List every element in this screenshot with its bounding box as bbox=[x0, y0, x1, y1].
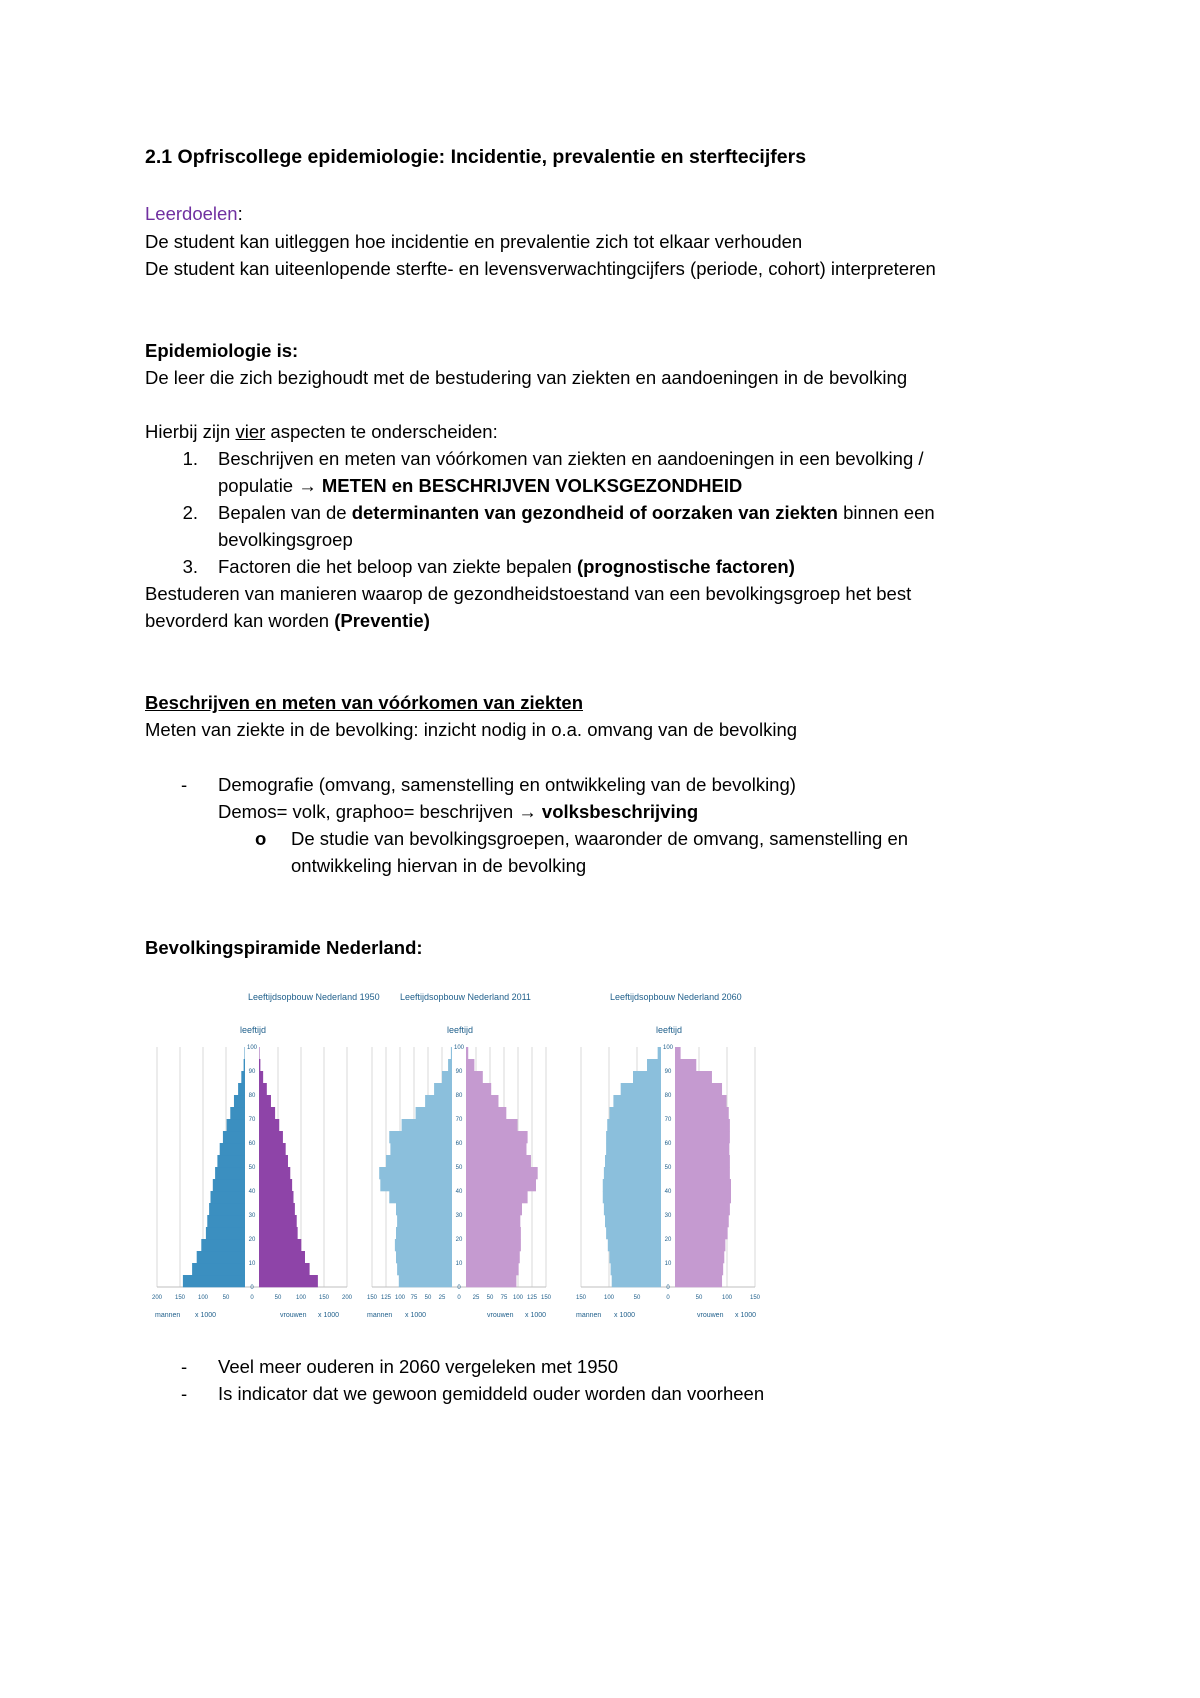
bar-women bbox=[259, 1071, 263, 1083]
list-item-text: Factoren die het beloop van ziekte bepalen bbox=[218, 556, 577, 577]
bar-men bbox=[613, 1095, 661, 1107]
sub-bullet: o bbox=[255, 828, 267, 849]
list-item-text: Bepalen van de bbox=[218, 502, 352, 523]
pyramid-2011 bbox=[367, 992, 552, 1319]
age-tick-label: 80 bbox=[455, 1093, 463, 1099]
age-tick-label: 60 bbox=[664, 1141, 672, 1147]
bar-men bbox=[380, 1179, 452, 1191]
epi-intro-underlined: vier bbox=[235, 421, 266, 442]
section2-heading: Beschrijven en meten van vóórkomen van ziekten bbox=[145, 692, 583, 713]
x-tick-label: 200 bbox=[341, 1295, 353, 1301]
bar-women bbox=[259, 1107, 275, 1119]
age-tick-label: 10 bbox=[455, 1261, 463, 1267]
bar-men bbox=[608, 1239, 661, 1251]
bar-men bbox=[223, 1131, 245, 1143]
chart-title: Leeftijdsopbouw Nederland 2060 bbox=[610, 992, 742, 1002]
x-tick-label: 0 bbox=[666, 1295, 670, 1301]
bar-women bbox=[466, 1083, 491, 1095]
age-tick-label: 70 bbox=[664, 1117, 672, 1123]
chart-right-unit: x 1000 bbox=[318, 1312, 340, 1319]
age-tick-label: 100 bbox=[246, 1045, 258, 1051]
x-tick-label: 50 bbox=[274, 1295, 282, 1301]
bar-women bbox=[259, 1143, 286, 1155]
leerdoel-item: De student kan uitleggen hoe incidentie en prevalentie zich tot elkaar verhouden bbox=[145, 231, 803, 252]
bar-men bbox=[604, 1167, 661, 1179]
age-tick-label: 0 bbox=[666, 1285, 670, 1291]
bar-men bbox=[609, 1251, 661, 1263]
list-number: 2. bbox=[182, 502, 198, 523]
demos-text: Demos= volk, graphoo= beschrijven → bbox=[218, 801, 542, 822]
age-tick-label: 50 bbox=[664, 1165, 672, 1171]
demos-bold: volksbeschrijving bbox=[541, 801, 699, 822]
x-tick-label: 50 bbox=[424, 1295, 432, 1301]
bar-women bbox=[675, 1215, 729, 1227]
list-item-line bbox=[218, 553, 795, 580]
leerdoel-item: De student kan uiteenlopende sterfte- en levensverwachtingcijfers (periode, cohort) interpreteren bbox=[145, 258, 936, 279]
leerdoelen-heading bbox=[145, 200, 243, 227]
epi-heading: Epidemiologie is: bbox=[145, 340, 299, 361]
bar-women bbox=[259, 1275, 318, 1287]
bar-men bbox=[201, 1239, 245, 1251]
bar-women bbox=[675, 1131, 730, 1143]
bar-men bbox=[206, 1227, 245, 1239]
age-tick-label: 0 bbox=[250, 1285, 254, 1291]
population-pyramids bbox=[0, 980, 1200, 1330]
bar-men bbox=[238, 1083, 245, 1095]
age-tick-label: 70 bbox=[248, 1117, 256, 1123]
bar-men bbox=[192, 1263, 245, 1275]
age-tick-label: 20 bbox=[248, 1237, 256, 1243]
epi-intro-post: aspecten te onderscheiden: bbox=[265, 421, 498, 442]
list-item-bold: determinanten van gezondheid of oorzaken van ziekten bbox=[351, 502, 838, 523]
bar-women bbox=[466, 1215, 520, 1227]
bar-women bbox=[675, 1071, 712, 1083]
bar-men bbox=[425, 1095, 452, 1107]
bar-men bbox=[442, 1071, 452, 1083]
bar-men bbox=[606, 1227, 661, 1239]
chart-left-unit: x 1000 bbox=[195, 1312, 217, 1319]
chart-axis-label: leeftijd bbox=[447, 1025, 474, 1035]
list-item-bold: METEN en BESCHRIJVEN VOLKSGEZONDHEID bbox=[321, 475, 743, 496]
x-tick-label: 125 bbox=[380, 1295, 392, 1301]
chart-axis-label: leeftijd bbox=[656, 1025, 683, 1035]
chart-right-label: vrouwen bbox=[697, 1312, 724, 1319]
bar-women bbox=[466, 1095, 498, 1107]
pyramid-bullet: Veel meer ouderen in 2060 vergeleken met 1950 bbox=[218, 1356, 619, 1377]
chart-title: Leeftijdsopbouw Nederland 2011 bbox=[400, 992, 531, 1002]
bar-women bbox=[675, 1275, 722, 1287]
bar-men bbox=[396, 1227, 452, 1239]
pyramid-heading: Bevolkingspiramide Nederland: bbox=[145, 937, 423, 958]
bar-men bbox=[434, 1083, 452, 1095]
bar-men bbox=[207, 1215, 245, 1227]
dash-bullet: - bbox=[181, 1383, 188, 1404]
bar-men bbox=[215, 1167, 245, 1179]
bar-men bbox=[633, 1071, 661, 1083]
leerdoelen-colon: : bbox=[237, 203, 243, 224]
bar-men bbox=[647, 1059, 661, 1071]
pyramid-2060 bbox=[576, 992, 761, 1319]
chart-title: Leeftijdsopbouw Nederland 1950 bbox=[248, 992, 380, 1002]
bar-men bbox=[395, 1239, 452, 1251]
bar-men bbox=[227, 1119, 245, 1131]
bar-women bbox=[466, 1203, 522, 1215]
bar-men bbox=[603, 1191, 661, 1203]
list-item-bold: (prognostische factoren) bbox=[576, 556, 795, 577]
x-tick-label: 0 bbox=[250, 1295, 254, 1301]
list-number: 1. bbox=[182, 448, 198, 469]
page-title: 2.1 Opfriscollege epidemiologie: Incidentie, prevalentie en sterftecijfers bbox=[145, 146, 807, 168]
bar-men bbox=[658, 1047, 661, 1059]
bar-women bbox=[675, 1047, 681, 1059]
bar-women bbox=[466, 1179, 536, 1191]
bar-men bbox=[390, 1143, 452, 1155]
age-tick-label: 40 bbox=[664, 1189, 672, 1195]
bar-women bbox=[675, 1095, 727, 1107]
age-tick-label: 40 bbox=[248, 1189, 256, 1195]
bar-women bbox=[259, 1227, 298, 1239]
bar-women bbox=[259, 1179, 292, 1191]
bar-men bbox=[621, 1083, 661, 1095]
bar-men bbox=[230, 1107, 245, 1119]
bar-women bbox=[675, 1191, 731, 1203]
bar-men bbox=[451, 1047, 452, 1059]
chart-left-label: mannen bbox=[367, 1312, 393, 1319]
bar-men bbox=[379, 1167, 452, 1179]
age-tick-label: 20 bbox=[455, 1237, 463, 1243]
list-item-line bbox=[218, 472, 742, 499]
pyramid-1950 bbox=[152, 992, 380, 1319]
age-tick-label: 60 bbox=[248, 1141, 256, 1147]
list-item-line bbox=[218, 499, 935, 526]
age-tick-label: 0 bbox=[457, 1285, 461, 1291]
bar-women bbox=[675, 1239, 725, 1251]
chart-axis-label: leeftijd bbox=[240, 1025, 267, 1035]
age-tick-label: 20 bbox=[664, 1237, 672, 1243]
list-item-line: Beschrijven en meten van vóórkomen van ziekten en aandoeningen in een bevolking / bbox=[218, 448, 924, 469]
bar-women bbox=[466, 1131, 528, 1143]
epi-intro-pre: Hierbij zijn bbox=[145, 421, 236, 442]
bar-men bbox=[209, 1203, 245, 1215]
x-tick-label: 100 bbox=[512, 1295, 524, 1301]
bar-men bbox=[211, 1191, 246, 1203]
bar-women bbox=[675, 1083, 722, 1095]
bar-women bbox=[675, 1227, 728, 1239]
bar-women bbox=[259, 1155, 288, 1167]
bar-women bbox=[675, 1059, 696, 1071]
list-item-line: bevolkingsgroep bbox=[218, 529, 353, 550]
bar-women bbox=[259, 1167, 290, 1179]
x-tick-label: 150 bbox=[318, 1295, 330, 1301]
bar-women bbox=[466, 1263, 519, 1275]
age-tick-label: 10 bbox=[248, 1261, 256, 1267]
list-item-text: binnen een bbox=[837, 502, 935, 523]
demografie-line: Demografie (omvang, samenstelling en ontwikkeling van de bevolking) bbox=[218, 774, 796, 795]
bar-women bbox=[466, 1191, 528, 1203]
bar-women bbox=[259, 1059, 260, 1071]
bar-women bbox=[259, 1263, 310, 1275]
bar-women bbox=[259, 1095, 271, 1107]
bar-men bbox=[605, 1215, 661, 1227]
age-tick-label: 90 bbox=[664, 1069, 672, 1075]
bar-men bbox=[603, 1179, 661, 1191]
x-tick-label: 75 bbox=[500, 1295, 508, 1301]
bar-men bbox=[389, 1191, 452, 1203]
chart-left-label: mannen bbox=[576, 1312, 602, 1319]
bar-men bbox=[416, 1107, 452, 1119]
bar-women bbox=[259, 1131, 283, 1143]
section2-intro: Meten van ziekte in de bevolking: inzicht nodig in o.a. omvang van de bevolking bbox=[145, 719, 798, 740]
bar-women bbox=[259, 1119, 279, 1131]
chart-right-unit: x 1000 bbox=[525, 1312, 547, 1319]
bar-women bbox=[259, 1215, 297, 1227]
bar-men bbox=[396, 1251, 452, 1263]
age-tick-label: 50 bbox=[248, 1165, 256, 1171]
epi-intro bbox=[145, 418, 498, 445]
age-tick-label: 30 bbox=[455, 1213, 463, 1219]
x-tick-label: 150 bbox=[575, 1295, 587, 1301]
bar-women bbox=[466, 1143, 526, 1155]
x-tick-label: 50 bbox=[633, 1295, 641, 1301]
bar-men bbox=[244, 1059, 245, 1071]
bar-women bbox=[466, 1119, 518, 1131]
bar-women bbox=[675, 1107, 729, 1119]
bar-women bbox=[259, 1191, 294, 1203]
x-tick-label: 150 bbox=[540, 1295, 552, 1301]
bar-men bbox=[396, 1203, 452, 1215]
x-tick-label: 100 bbox=[721, 1295, 733, 1301]
bar-men bbox=[606, 1143, 661, 1155]
bar-women bbox=[675, 1251, 724, 1263]
bar-men bbox=[612, 1275, 661, 1287]
x-tick-label: 0 bbox=[457, 1295, 461, 1301]
bar-women bbox=[466, 1059, 474, 1071]
age-tick-label: 90 bbox=[248, 1069, 256, 1075]
bar-men bbox=[183, 1275, 245, 1287]
x-tick-label: 25 bbox=[472, 1295, 480, 1301]
bar-women bbox=[466, 1167, 538, 1179]
x-tick-label: 150 bbox=[174, 1295, 186, 1301]
bar-men bbox=[607, 1119, 661, 1131]
epi-extra-line bbox=[145, 607, 430, 634]
age-tick-label: 90 bbox=[455, 1069, 463, 1075]
bar-men bbox=[397, 1215, 452, 1227]
bar-men bbox=[399, 1275, 452, 1287]
age-tick-label: 30 bbox=[664, 1213, 672, 1219]
age-tick-label: 100 bbox=[453, 1045, 465, 1051]
bar-men bbox=[609, 1107, 661, 1119]
demos-line bbox=[218, 798, 698, 825]
sub-line: De studie van bevolkingsgroepen, waaronder de omvang, samenstelling en bbox=[291, 828, 909, 849]
x-tick-label: 150 bbox=[749, 1295, 761, 1301]
age-tick-label: 30 bbox=[248, 1213, 256, 1219]
pyramid-bullet: Is indicator dat we gewoon gemiddeld ouder worden dan voorheen bbox=[218, 1383, 765, 1404]
x-tick-label: 25 bbox=[438, 1295, 446, 1301]
bar-men bbox=[402, 1119, 452, 1131]
bar-women bbox=[466, 1071, 483, 1083]
bar-men bbox=[604, 1203, 661, 1215]
bar-women bbox=[675, 1203, 730, 1215]
age-tick-label: 10 bbox=[664, 1261, 672, 1267]
bar-women bbox=[259, 1203, 295, 1215]
age-tick-label: 70 bbox=[455, 1117, 463, 1123]
x-tick-label: 100 bbox=[295, 1295, 307, 1301]
age-tick-label: 80 bbox=[248, 1093, 256, 1099]
age-tick-label: 40 bbox=[455, 1189, 463, 1195]
bar-women bbox=[466, 1275, 516, 1287]
bar-women bbox=[675, 1179, 731, 1191]
x-tick-label: 100 bbox=[394, 1295, 406, 1301]
list-number: 3. bbox=[182, 556, 198, 577]
bar-men bbox=[389, 1131, 452, 1143]
list-item-text: populatie → bbox=[218, 475, 322, 496]
chart-right-label: vrouwen bbox=[280, 1312, 307, 1319]
epi-extra-line: Bestuderen van manieren waarop de gezondheidstoestand van een bevolkingsgroep het best bbox=[145, 583, 912, 604]
bar-men bbox=[234, 1095, 245, 1107]
bar-men bbox=[217, 1155, 245, 1167]
epi-extra-text: bevorderd kan worden bbox=[145, 610, 335, 631]
bar-women bbox=[675, 1143, 729, 1155]
bar-men bbox=[213, 1179, 245, 1191]
age-tick-label: 50 bbox=[455, 1165, 463, 1171]
x-tick-label: 100 bbox=[603, 1295, 615, 1301]
bar-women bbox=[675, 1155, 730, 1167]
bar-women bbox=[466, 1107, 506, 1119]
epi-definition: De leer die zich bezighoudt met de bestudering van ziekten en aandoeningen in de bevolking bbox=[145, 367, 908, 388]
x-tick-label: 200 bbox=[151, 1295, 163, 1301]
dash-bullet: - bbox=[181, 1356, 188, 1377]
bar-men bbox=[606, 1131, 661, 1143]
bar-men bbox=[605, 1155, 661, 1167]
bar-women bbox=[259, 1251, 305, 1263]
x-tick-label: 50 bbox=[222, 1295, 230, 1301]
bar-men bbox=[241, 1071, 245, 1083]
age-tick-label: 80 bbox=[664, 1093, 672, 1099]
bar-men bbox=[611, 1263, 661, 1275]
age-tick-label: 60 bbox=[455, 1141, 463, 1147]
bar-men bbox=[386, 1155, 452, 1167]
chart-right-unit: x 1000 bbox=[735, 1312, 757, 1319]
chart-left-unit: x 1000 bbox=[614, 1312, 636, 1319]
x-tick-label: 125 bbox=[526, 1295, 538, 1301]
chart-left-label: mannen bbox=[155, 1312, 181, 1319]
sub-line: ontwikkeling hiervan in de bevolking bbox=[291, 855, 587, 876]
bar-women bbox=[259, 1083, 267, 1095]
x-tick-label: 75 bbox=[410, 1295, 418, 1301]
bar-women bbox=[466, 1155, 531, 1167]
bar-women bbox=[466, 1047, 468, 1059]
bar-men bbox=[197, 1251, 245, 1263]
bar-women bbox=[259, 1239, 301, 1251]
bar-women bbox=[675, 1263, 723, 1275]
bar-men bbox=[397, 1263, 452, 1275]
chart-left-unit: x 1000 bbox=[405, 1312, 427, 1319]
bar-women bbox=[466, 1251, 520, 1263]
leerdoelen-label: Leerdoelen bbox=[145, 203, 238, 224]
x-tick-label: 50 bbox=[486, 1295, 494, 1301]
bar-men bbox=[448, 1059, 452, 1071]
age-tick-label: 100 bbox=[662, 1045, 674, 1051]
epi-extra-bold: (Preventie) bbox=[334, 610, 430, 631]
bar-women bbox=[675, 1119, 730, 1131]
chart-right-label: vrouwen bbox=[487, 1312, 514, 1319]
x-tick-label: 100 bbox=[197, 1295, 209, 1301]
x-tick-label: 150 bbox=[366, 1295, 378, 1301]
dash-bullet: - bbox=[181, 774, 188, 795]
bar-women bbox=[466, 1227, 521, 1239]
bar-women bbox=[466, 1239, 521, 1251]
bar-men bbox=[220, 1143, 245, 1155]
bar-women bbox=[675, 1167, 730, 1179]
x-tick-label: 50 bbox=[695, 1295, 703, 1301]
